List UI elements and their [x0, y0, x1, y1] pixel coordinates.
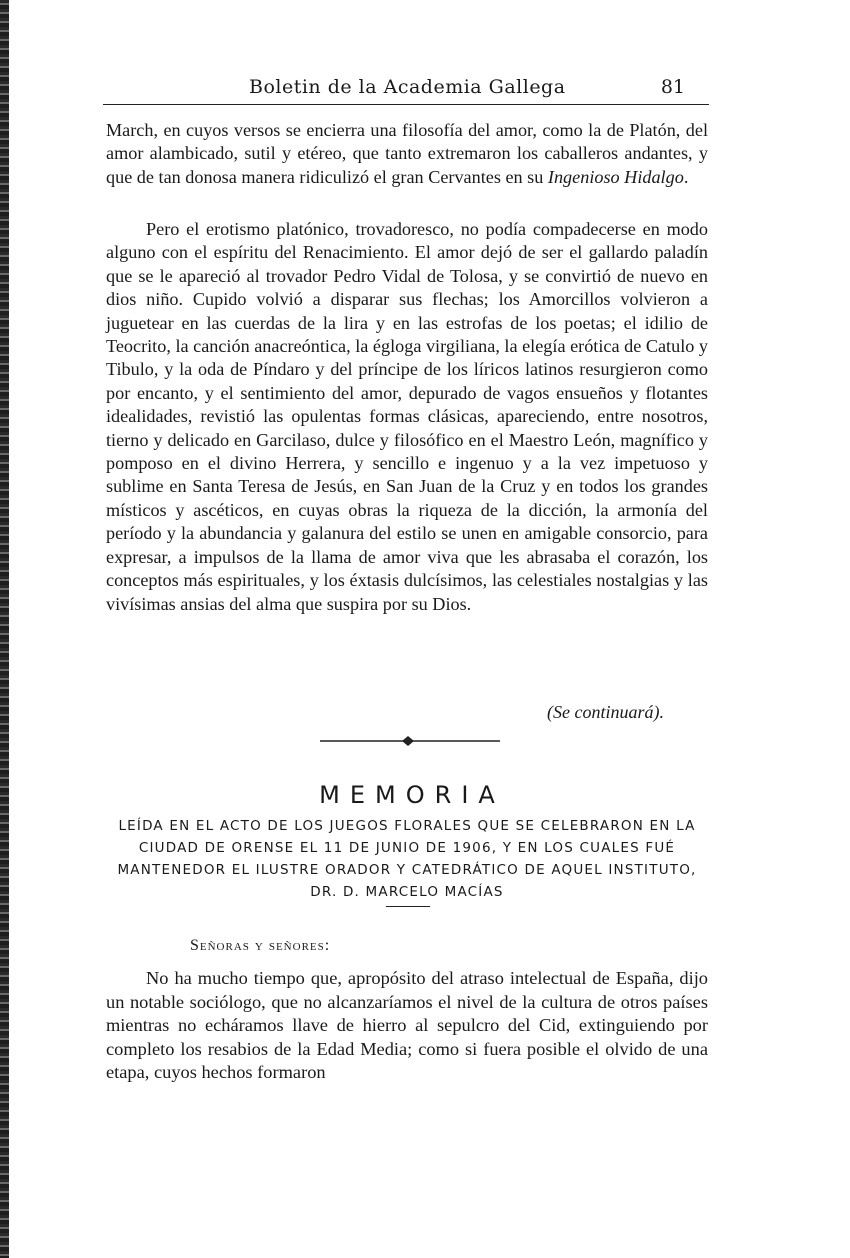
running-header	[103, 74, 709, 105]
section-title: MEMORIA	[319, 781, 505, 809]
section-subtitle: LEÍDA EN EL ACTO DE LOS JUEGOS FLORALES QUE SE CELEBRARON EN LA CIUDAD DE ORENSE EL 11 DE JUNIO DE 1906, Y EN LOS CUALES FUÉ MANTENEDOR EL ILUSTRE ORADOR Y CATEDRÁTICO DE AQUEL INSTITUTO, DR. D. MARCELO MACÍAS	[117, 818, 697, 900]
paragraph-1	[106, 119, 708, 189]
short-rule-divider	[386, 906, 430, 907]
work-title-italic: Ingenioso Hidalgo	[547, 166, 684, 187]
salutation: Señoras y señores:	[190, 937, 331, 954]
running-title: Boletin de la Academia Gallega	[249, 76, 566, 98]
paragraph-1-end: .	[683, 166, 689, 187]
page-binding-edge	[0, 0, 9, 1258]
paragraph-3: No ha mucho tiempo que, apropósito del atraso intelectual de España, dijo un notable sociólogo, que no alcanzaríamos el nivel de la cultura de otros países mientras no echáramos llave de hierro al sepulcro del Cid, extinguiendo por completo los resabios de la Edad Media; como si fuera posible el olvido de una etapa, cuyos hechos formaron	[106, 968, 708, 1082]
continuation-note: (Se continuará).	[547, 702, 664, 722]
ornament-diamond	[402, 736, 414, 746]
paragraph-1-text: March, en cuyos versos se encierra una filosofía del amor, como la de Platón, del amor alambicado, sutil y etéreo, que tanto extremaron los caballeros andantes, y que de tan donosa manera ridiculizó el gran Cervantes en su	[106, 120, 708, 187]
paragraph-2: Pero el erotismo platónico, trovadoresco, no podía compadecerse en modo alguno con el espíritu del Renacimiento. El amor dejó de ser el gallardo paladín que se le apareció al trovador Pedro Vidal de Tolosa, y se convirtió de nuevo en dios niño. Cupido volvió a disparar sus flechas; los Amorcillos volvieron a juguetear en las cuerdas de la lira y en las estrofas de los poetas; el idilio de Teocrito, la canción anacreóntica, la égloga virgiliana, la elegía erótica de Catulo y Tibulo, y la oda de Píndaro y del príncipe de los líricos latinos resurgieron como por encanto, y el sentimiento del amor, depurado de vagos ensueños y flotantes idealidades, revistió las opulentas formas clásicas, apareciendo, entre nosotros, tierno y delicado en Garcilaso, dulce y filosófico en el Maestro León, magnífico y pomposo en el divino Herrera, y sencillo e ingenuo y a la vez impetuoso y sublime en Santa Teresa de Jesús, en San Juan de la Cruz y en todos los grandes místicos y ascéticos, en cuyas obras la riqueza de la dicción, la armonía del período y la abundancia y galanura del estilo se unen en amigable consorcio, para expresar, a impulsos de la llama de amor viva que les abrasaba el corazón, los conceptos más espirituales, y los éxtasis dulcísimos, las celestiales nostalgias y las vivísimas ansias del alma que suspira por su Dios.	[106, 219, 708, 614]
page-number: 81	[660, 76, 685, 98]
ornament-divider	[320, 733, 500, 749]
